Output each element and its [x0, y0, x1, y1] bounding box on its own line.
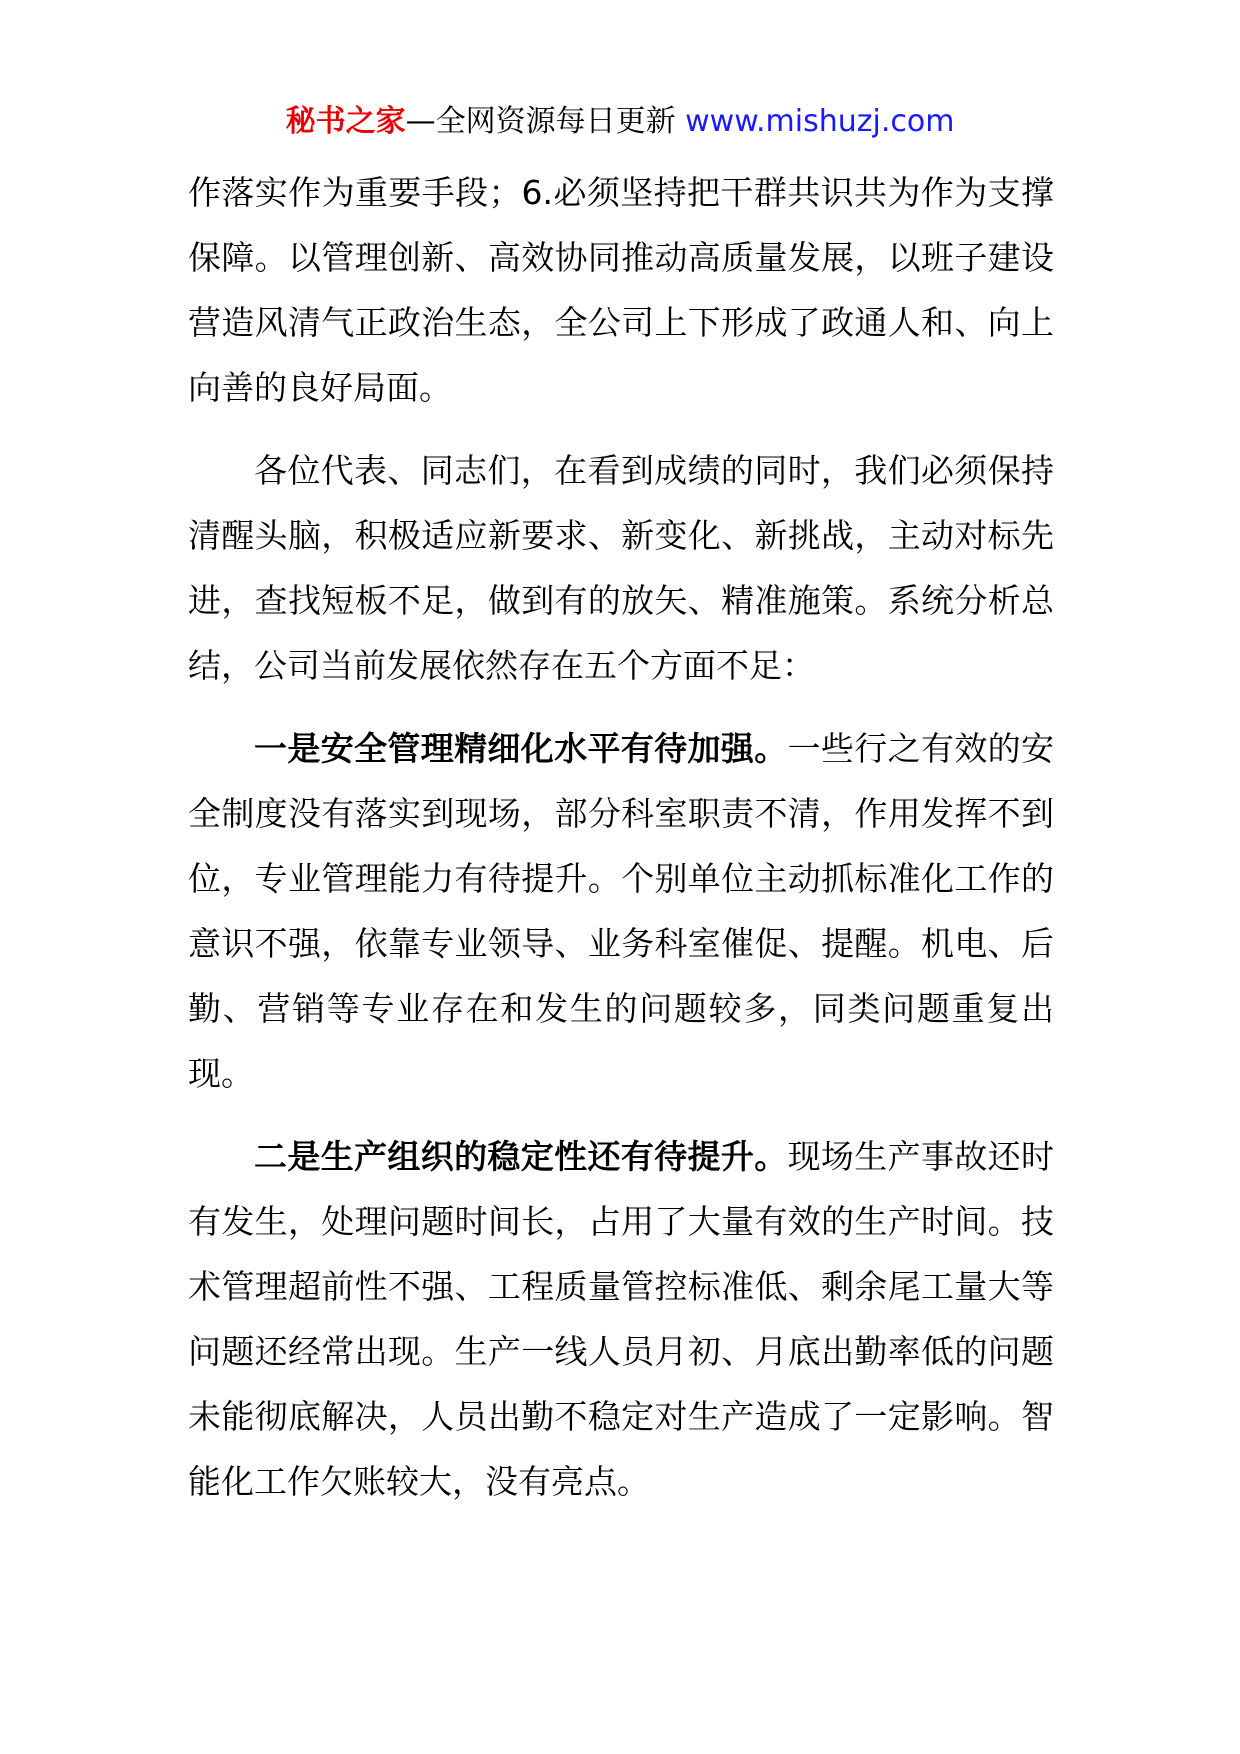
document-body [188, 160, 1054, 1532]
site-brand: 秘书之家 [285, 104, 406, 139]
paragraph-safety-management [188, 716, 1054, 1106]
paragraph-lead-heading: 一是安全管理精细化水平有待加强。 [254, 729, 788, 768]
paragraph-production-stability [188, 1124, 1054, 1514]
paragraph-lead-heading: 二是生产组织的稳定性还有待提升。 [254, 1137, 788, 1176]
site-url-link[interactable]: www.mishuzj.com [685, 104, 955, 139]
paragraph-intro-shortcomings [188, 438, 1054, 698]
paragraph-text: 各位代表、同志们，在看到成绩的同时，我们必须保持清醒头脑，积极适应新要求、新变化、新挑战，主动对标先进，查找短板不足，做到有的放矢、精准施策。系统分析总结，公司当前发展依然存在五个方面不足： [188, 451, 1054, 685]
paragraph-text: 作落实作为重要手段；6.必须坚持把干群共识共为作为支撑保障。以管理创新、高效协同推动高质量发展，以班子建设营造风清气正政治生态，全公司上下形成了政通人和、向上向善的良好局面。 [188, 173, 1054, 407]
paragraph-text: 现场生产事故还时有发生，处理问题时间长，占用了大量有效的生产时间。技术管理超前性不强、工程质量管控标准低、剩余尾工量大等问题还经常出现。生产一线人员月初、月底出勤率低的问题未能彻底解决，人员出勤不稳定对生产造成了一定影响。智能化工作欠账较大，没有亮点。 [188, 1137, 1055, 1501]
paragraph-text: 一些行之有效的安全制度没有落实到现场，部分科室职责不清，作用发挥不到位，专业管理能力有待提升。个别单位主动抓标准化工作的意识不强，依靠专业领导、业务科室催促、提醒。机电、后勤、营销等专业存在和发生的问题较多，同类问题重复出现。 [188, 729, 1055, 1093]
site-header [0, 100, 1240, 144]
paragraph-continuation [188, 160, 1054, 420]
site-tagline: —全网资源每日更新 [405, 104, 686, 139]
